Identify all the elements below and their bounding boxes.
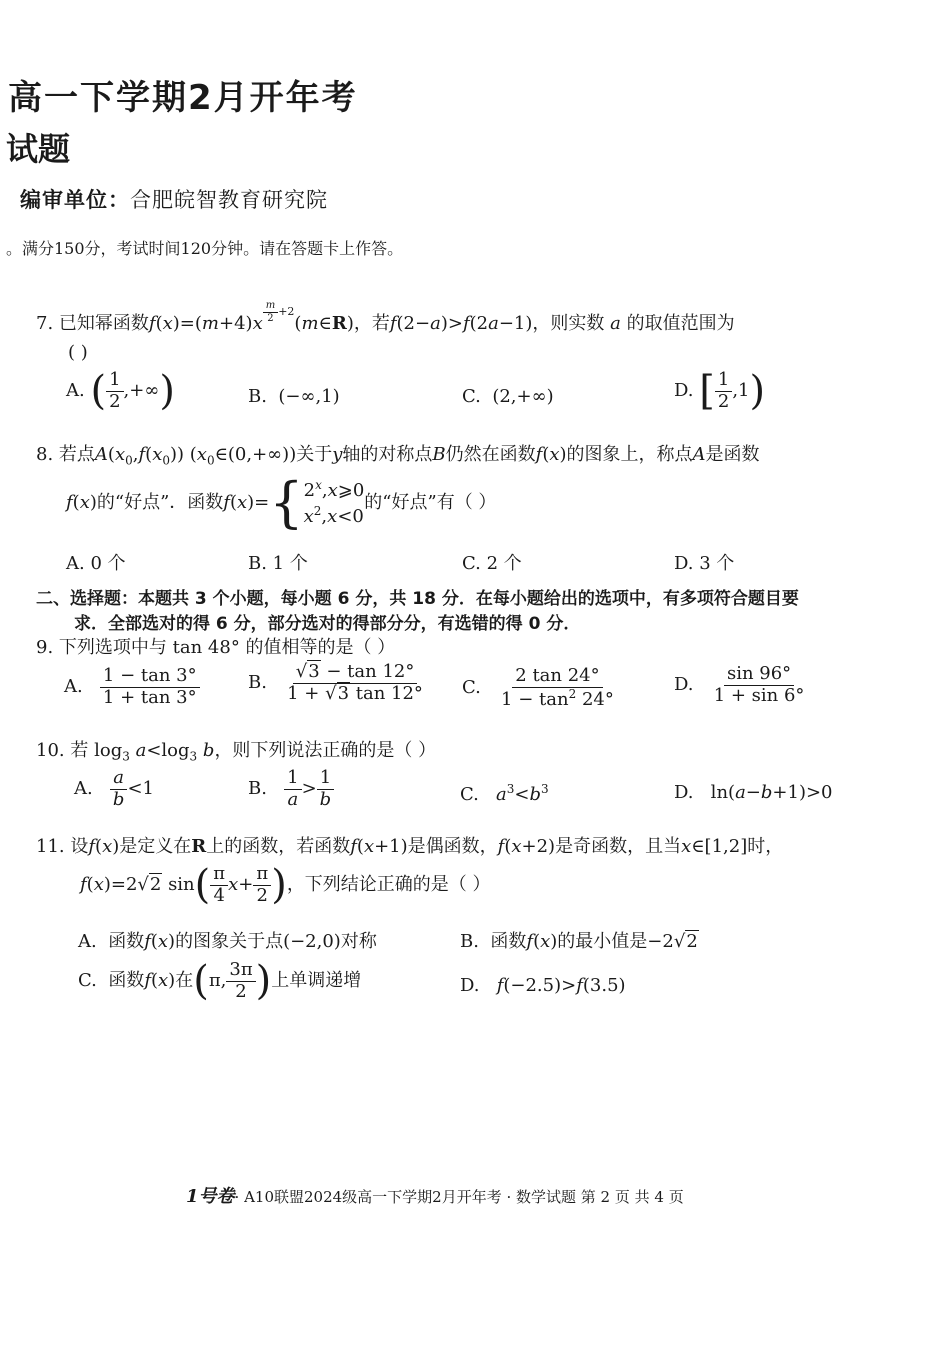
section-2-heading: 二、选择题：本题共 3 个小题，每小题 6 分，共 18 分．在每小题给出的选项中，有多项符合题目要 [36,589,799,609]
exam-title: 高一下学期2月开年考 [8,78,358,118]
option-label: B. [248,386,267,407]
q9-option-d[interactable]: D. $\frac{\sin 96^\circ}{1 + \sin 6^\circ}$ [674,663,805,706]
option-label: D. [674,782,694,803]
answer-blank: ( ) [68,342,88,363]
q7-option-b[interactable] [248,386,340,407]
question-number: 10. [36,740,65,761]
question-number: 11. [36,836,65,857]
q10-option-d[interactable]: D. ln(a−b+1)>0 [674,782,833,803]
q9-option-a[interactable]: A. $\frac{1 - \tan 3^\circ}{1 + \tan 3^\circ}$ [64,666,200,708]
option-label: A. [78,931,97,952]
question-text: ，下列结论正确的是（ ） [286,874,491,896]
option-text: 上单调递增 [271,970,362,992]
option-text: 的图象关于点 [175,931,284,952]
question-8-line2: f(x)的“好点”．函数f(x)={ 2$^x$,x⩾0 $x^2,x<0$ 的“好点”有（ ） [66,471,497,534]
editor-name: 合肥皖智教育研究院 [130,188,328,212]
q11-option-b[interactable]: B. 函数f(x)的最小值是−2√2 [460,931,698,952]
question-text: 已知幂函数 [58,313,149,334]
question-text: 轴的对称点 [342,444,433,465]
option-label: B. [248,672,267,694]
q10-option-a[interactable]: A. $\frac{a}{b}$ <1 [74,767,154,810]
question-text: 是偶函数， [407,836,498,857]
question-7-stem: 7. 已知幂函数f(x)=(m+4)x $^{\frac{m}{2} +2}$(m∈R)，若f(2−a)>f(2a−1)，则实数 a 的取值范围为 [36,300,735,334]
exam-subtitle: 试题 [6,130,71,168]
question-text: 是函数 [705,444,760,465]
question-text: 若 [70,740,89,761]
question-text: 时， [747,836,784,857]
question-11-stem: 11. 设f(x)是定义在R上的函数，若函数f(x+1)是偶函数，f(x+2)是奇函数，且当x∈[1,2]时， [36,836,784,857]
option-text: 函数 [108,931,145,952]
question-text: 的图象上，称点 [566,444,693,465]
option-label: D. [460,975,480,996]
option-label: B. [248,778,267,800]
question-text: 的“好点”．函数 [96,492,224,513]
question-text: ，则下列说法正确的是（ ） [214,740,437,761]
exam-note: 。满分150分，考试时间120分钟。请在答题卡上作答。 [6,239,404,258]
option-text: 在 [175,970,194,992]
option-text: 对称 [340,931,377,952]
question-11-line2: f(x)=2√2 sin( $\frac{\pi}{4}$ x+ $\frac{\pi}{2}$ )，下列结论正确的是（ ） [80,862,491,909]
q11-option-a[interactable]: A. 函数f(x)的图象关于点(−2,0)对称 [78,931,377,952]
editor-label: 编审单位： [20,188,130,212]
option-value: (2,+∞) [492,386,554,407]
q9-option-b[interactable]: B. $\frac{√3 - \tan 12^\circ}{1 + √3 \tan 12^\circ}$ [248,661,423,704]
option-text: 函数 [108,970,145,992]
option-text: 的最小值是 [557,931,648,952]
brand-logo: 1号卷 [186,1186,235,1207]
question-text: 仍然在函数 [445,444,536,465]
option-label: C. [78,970,97,992]
option-value: (−∞,1) [278,386,340,407]
option-label: A. [66,380,85,402]
question-text: 是奇函数，且当 [555,836,682,857]
option-label: A. [74,778,93,800]
question-number: 9. [36,637,54,658]
editor-line [20,184,328,214]
option-text: 函数 [490,931,527,952]
question-text: 关于 [296,444,333,465]
option-label: C. [462,386,481,407]
question-text: 下列选项中与 tan 48° 的值相等的是（ ） [58,637,396,658]
option-label: C. [462,677,481,699]
q7-option-c[interactable] [462,386,554,407]
q11-option-c[interactable]: C. 函数f(x)在(π, $\frac{3\pi}{2}$ )上单调递增 [78,958,362,1005]
q10-option-c[interactable]: C. $a^3<b^3$ [460,782,549,805]
option-label: D. [674,674,694,696]
q8-option-c[interactable]: C. 2 个 [462,553,522,574]
question-text: ，则实数 [532,313,605,334]
option-label: D. [674,380,694,402]
question-number: 8. [36,444,54,465]
option-label: A. [64,676,83,698]
question-text: ，若 [353,313,390,334]
question-number: 7. [36,313,54,334]
question-text: 的取值范围为 [626,313,735,334]
footer-text: · A10联盟2024级高一下学期2月开年考 · 数学试题 第 2 页 共 4 页 [234,1188,684,1206]
option-label: C. [460,784,479,805]
q10-option-b[interactable]: B. $\frac{1}{a}$ > $\frac{1}{b}$ [248,768,334,810]
question-9-stem [36,633,395,659]
q8-option-d[interactable]: D. 3 个 [674,553,735,574]
question-8-stem: 8. 若点$A(x_0,f(x_0))$ $(x_0\in(0,+\infty))$关于y轴的对称点B仍然在函数f(x)的图象上，称点A是函数 [36,444,760,468]
option-label: B. [460,931,479,952]
question-text: 的“好点”有（ ） [364,492,497,513]
question-text: 上的函数，若函数 [206,836,351,857]
q7-option-a[interactable]: A. ( $\frac{1}{2}$ ,+∞) [66,368,175,415]
page-footer [186,1182,684,1208]
question-text: 设 [70,836,89,857]
question-text: 是定义在 [119,836,192,857]
section-2-heading-line2: 求．全部选对的得 6 分，部分选对的得部分分，有选错的得 0 分． [74,614,581,634]
q11-option-d[interactable]: D. f(−2.5)>f(3.5) [460,975,626,996]
q8-option-b[interactable]: B. 1 个 [248,553,308,574]
q8-option-a[interactable]: A. 0 个 [66,553,126,574]
q9-option-c[interactable]: C. $\frac{2 \tan 24^\circ}{1 - \tan^2 24^\circ}$ [462,665,614,710]
question-10-stem: 10. 若 $\log_3 a<\log_3$ b，则下列说法正确的是（ ） [36,740,437,764]
q7-option-d[interactable]: D. [ $\frac{1}{2}$ ,1) [674,368,766,415]
question-text: 若点 [58,444,95,465]
